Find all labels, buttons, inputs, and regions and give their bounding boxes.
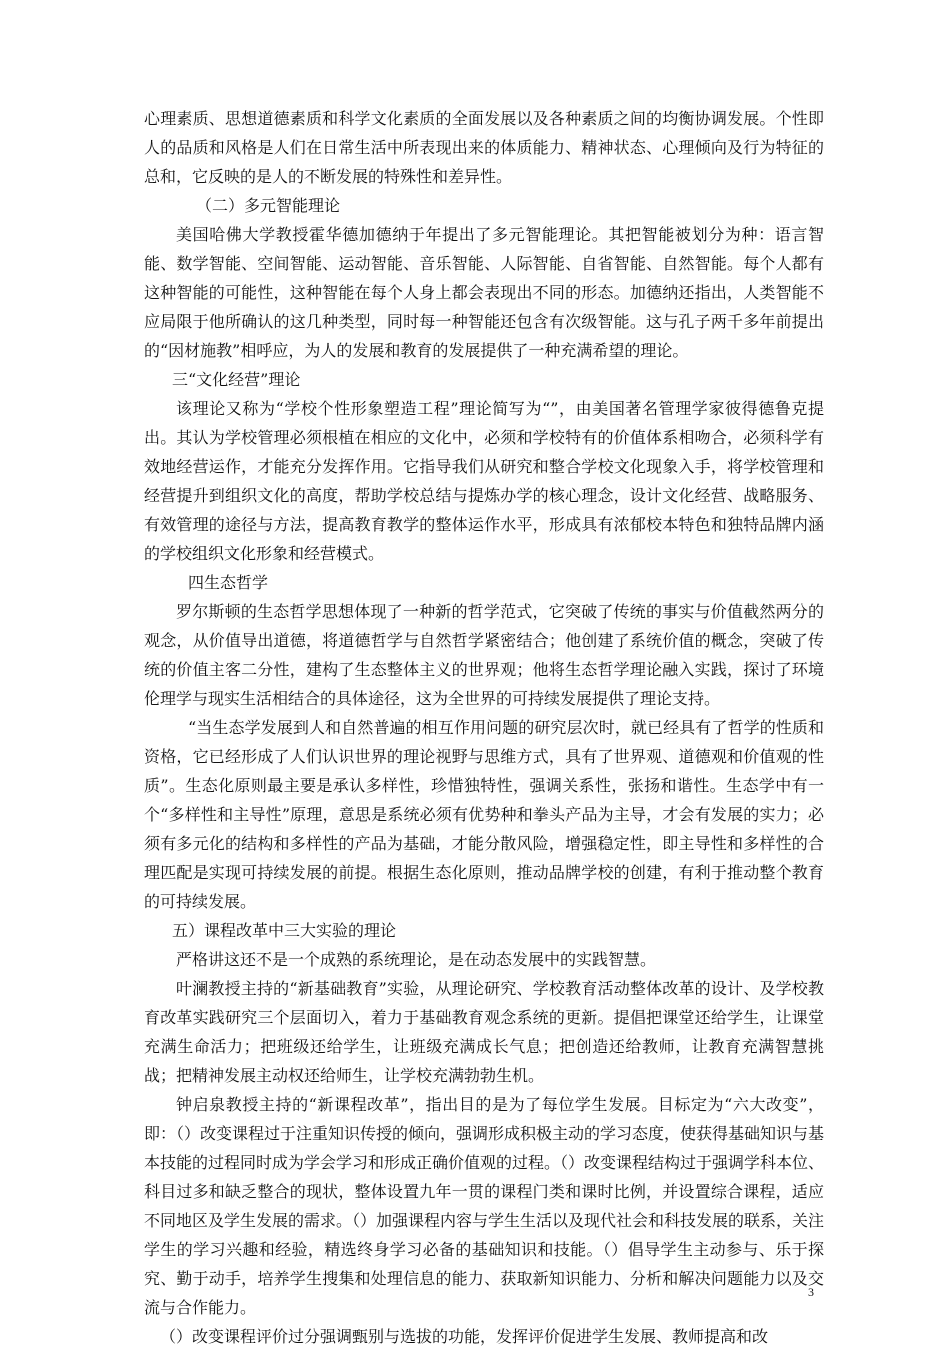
section-heading: 四生态哲学 xyxy=(188,573,269,592)
paragraph: “当生态学发展到人和自然普遍的相互作用问题的研究层次时，就已经具有了哲学的性质和资格，它已经形成了人们认识世界的理论视野与思维方式，具有了世界观、道德观和价值观的性质”。生态化原则最主要是承认多样性，珍惜独特性，强调关系性，张扬和谐性。生态学中有一个“多样性和主导性”原理，意思是系统必须有优势种和拳头产品为主导，才会有发展的实力；必须有多元化的结构和多样性的产品为基础，才能分散风险，增强稳定性，即主导性和多样性的合理匹配是实现可持续发展的前提。根据生态化原则，推动品牌学校的创建，有利于推动整个教育的可持续发展。 xyxy=(144,718,824,911)
section-heading: 三“文化经营”理论 xyxy=(172,370,301,389)
section-heading: （二）多元智能理论 xyxy=(196,196,341,215)
section-heading: 五）课程改革中三大实验的理论 xyxy=(172,921,397,940)
paragraph: 严格讲这还不是一个成熟的系统理论，是在动态发展中的实践智慧。 xyxy=(176,950,657,969)
paragraph: 该理论又称为“学校个性形象塑造工程”理论简写为“”，由美国著名管理学家彼得德鲁克提出。其认为学校管理必须根植在相应的文化中，必须和学校特有的价值体系相吻合，必须科学有效地经营运作，才能充分发挥作用。它指导我们从研究和整合学校文化现象入手，将学校管理和经营提升到组织文化的高度，帮助学校总结与提炼办学的核心理念，设计文化经营、战略服务、有效管理的途径与方法，提高教育教学的整体运作水平，形成具有浓郁校本特色和独特品牌内涵的学校组织文化形象和经营模式。 xyxy=(144,399,824,563)
paragraph: 美国哈佛大学教授霍华德加德纳于年提出了多元智能理论。其把智能被划分为种：语言智能、数学智能、空间智能、运动智能、音乐智能、人际智能、自省智能、自然智能。每个人都有这种智能的可能性，这种智能在每个人身上都会表现出不同的形态。加德纳还指出，人类智能不应局限于他所确认的这几种类型，同时每一种智能还包含有次级智能。这与孔子两千多年前提出的“因材施教”相呼应，为人的发展和教育的发展提供了一种充满希望的理论。 xyxy=(144,225,824,360)
paragraph: （）改变课程评价过分强调甄别与选拔的功能，发挥评价促进学生发展、教师提高和改 xyxy=(160,1327,769,1346)
paragraph: 罗尔斯顿的生态哲学思想体现了一种新的哲学范式，它突破了传统的事实与价值截然两分的观念，从价值导出道德，将道德哲学与自然哲学紧密结合；他创建了系统价值的概念，突破了传统的价值主客二分性，建构了生态整体主义的世界观；他将生态哲学理论融入实践，探讨了环境伦理学与现实生活相结合的具体途径，这为全世界的可持续发展提供了理论支持。 xyxy=(144,602,824,708)
page-number: 3 xyxy=(808,1285,814,1299)
paragraph: 心理素质、思想道德素质和科学文化素质的全面发展以及各种素质之间的均衡协调发展。个性即人的品质和风格是人们在日常生活中所表现出来的体质能力、精神状态、心理倾向及行为特征的总和，它反映的是人的不断发展的特殊性和差异性。 xyxy=(144,109,824,186)
body-text xyxy=(144,104,824,1351)
paragraph: 钟启泉教授主持的“新课程改革”，指出目的是为了每位学生发展。目标定为“六大改变”，即：（）改变课程过于注重知识传授的倾向，强调形成积极主动的学习态度，使获得基础知识与基本技能的过程同时成为学会学习和形成正确价值观的过程。（）改变课程结构过于强调学科本位、科目过多和缺乏整合的现状，整体设置九年一贯的课程门类和课时比例，并设置综合课程，适应不同地区及学生发展的需求。（）加强课程内容与学生生活以及现代社会和科技发展的联系，关注学生的学习兴趣和经验，精选终身学习必备的基础知识和技能。（）倡导学生主动参与、乐于探究、勤于动手，培养学生搜集和处理信息的能力、获取新知识能力、分析和解决问题能力以及交流与合作能力。 xyxy=(144,1095,825,1317)
paragraph: 叶澜教授主持的“新基础教育”实验，从理论研究、学校教育活动整体改革的设计、及学校教育改革实践研究三个层面切入，着力于基础教育观念系统的更新。提倡把课堂还给学生，让课堂充满生命活力；把班级还给学生，让班级充满成长气息；把创造还给教师，让教育充满智慧挑战；把精神发展主动权还给师生，让学校充满勃勃生机。 xyxy=(144,979,824,1085)
